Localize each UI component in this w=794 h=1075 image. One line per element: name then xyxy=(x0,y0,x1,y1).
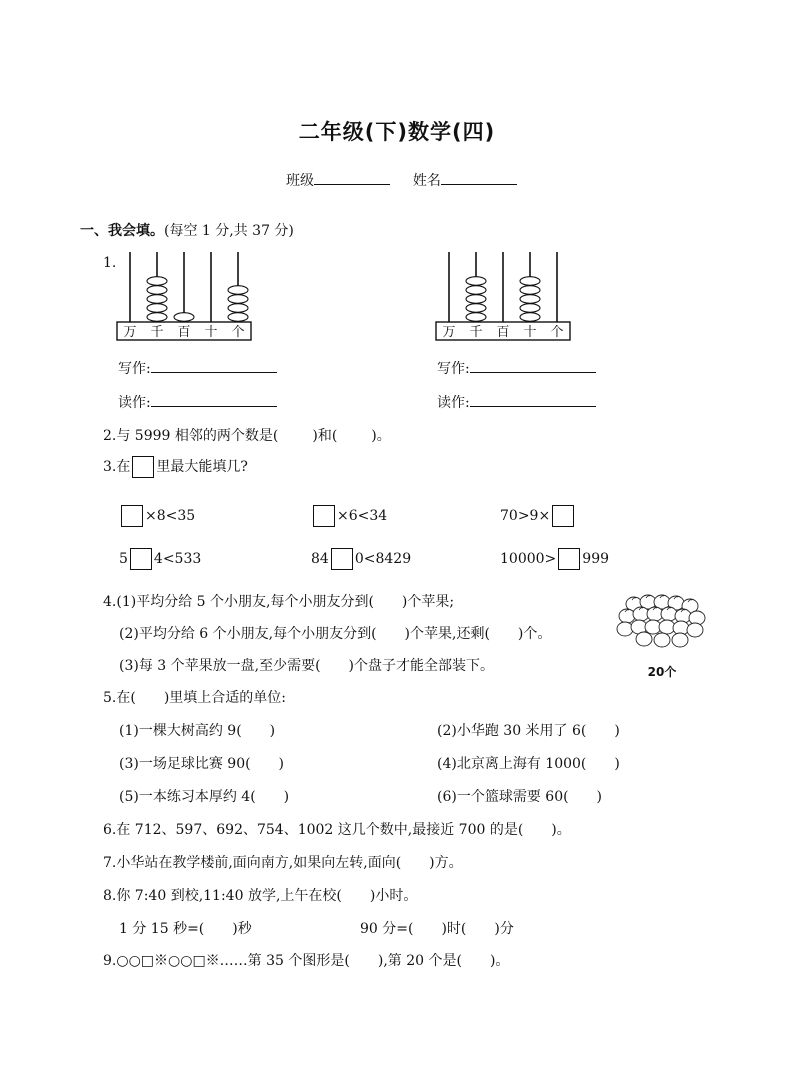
expr-after: ×8<35 xyxy=(145,508,196,524)
expr-after: 4<533 xyxy=(153,551,202,567)
expr-after: 999 xyxy=(582,551,610,567)
expr-before: 70>9× xyxy=(500,508,551,524)
q1-left-write xyxy=(118,358,277,378)
write-blank[interactable] xyxy=(151,358,277,373)
q1-number: 1. xyxy=(103,255,117,271)
abacus-place-label: 个 xyxy=(550,325,564,340)
abacus-bead xyxy=(520,313,540,322)
abacus-place-label: 万 xyxy=(442,325,456,340)
abacus-bead xyxy=(228,295,248,304)
q1-right-write xyxy=(437,358,596,378)
abacus-place-label: 百 xyxy=(496,325,510,340)
abacus-bead xyxy=(520,286,540,295)
abacus-bead xyxy=(520,277,540,286)
q4-line-3: (3)每 3 个苹果放一盘,至少需要( )个盘子才能全部装下。 xyxy=(119,658,495,674)
write-label: 写作: xyxy=(437,361,470,377)
abacus-bead xyxy=(520,295,540,304)
class-label: 班级 xyxy=(286,173,314,189)
abacus-bead xyxy=(147,313,167,322)
abacus-bead xyxy=(466,277,486,286)
q3-r1-item2 xyxy=(311,505,387,527)
q2-text-end: )。 xyxy=(371,428,391,444)
abacus-place-label: 十 xyxy=(523,325,537,340)
q3-r1-item3 xyxy=(500,505,576,527)
q2-text: 2.与 5999 相邻的两个数是( xyxy=(103,428,279,444)
abacus-bead xyxy=(147,304,167,313)
q1-left-read xyxy=(118,392,277,412)
q5-item-3: (3)一场足球比赛 90( ) xyxy=(119,756,285,772)
q4-line-1: 4.(1)平均分给 5 个小朋友,每个小朋友分到( )个苹果; xyxy=(103,594,455,610)
q5-item-6: (6)一个篮球需要 60( ) xyxy=(437,789,603,805)
apple-pile-image xyxy=(614,592,710,682)
class-blank[interactable] xyxy=(314,170,390,185)
name-blank[interactable] xyxy=(441,170,517,185)
abacus-place-label: 个 xyxy=(231,325,245,340)
q3-r1-item1 xyxy=(119,505,195,527)
abacus-bead xyxy=(147,295,167,304)
q2-text-mid: )和( xyxy=(312,428,338,444)
abacus-bead xyxy=(174,313,194,322)
expr-before: 5 xyxy=(119,551,128,567)
question-3-prompt xyxy=(103,456,248,478)
abacus-bead xyxy=(466,295,486,304)
q5-prompt: 5.在( )里填上合适的单位: xyxy=(103,690,286,706)
apple-caption: 20个 xyxy=(647,665,677,679)
name-label: 姓名 xyxy=(412,173,441,189)
abacus-place-label: 万 xyxy=(123,325,137,340)
abacus-place-label: 千 xyxy=(469,325,483,340)
expr-before: 84 xyxy=(311,551,329,567)
question-2 xyxy=(103,425,391,445)
expr-before: 10000> xyxy=(500,551,557,567)
expr-after: 0<8429 xyxy=(354,551,412,567)
section-score-note: (每空 1 分,共 37 分) xyxy=(164,223,294,239)
abacus-bead xyxy=(228,286,248,295)
abacus-left xyxy=(115,250,255,345)
q8-part-a: 1 分 15 秒=( )秒 xyxy=(119,921,252,937)
abacus-bead xyxy=(147,277,167,286)
expr-after: ×6<34 xyxy=(337,508,388,524)
question-8: 8.你 7:40 到校,11:40 放学,上午在校( )小时。 xyxy=(103,888,418,904)
abacus-place-label: 千 xyxy=(150,325,164,340)
answer-box[interactable] xyxy=(121,505,143,527)
read-blank[interactable] xyxy=(151,392,277,407)
sample-box xyxy=(132,456,154,478)
abacus-bead xyxy=(147,286,167,295)
q1-right-read xyxy=(437,392,596,412)
abacus-bead xyxy=(520,304,540,313)
write-blank[interactable] xyxy=(470,358,596,373)
q3-r2-item3 xyxy=(500,548,609,570)
q3-prompt-before: 3.在 xyxy=(103,459,131,475)
read-label: 读作: xyxy=(437,395,470,411)
q3-prompt-after: 里最大能填几? xyxy=(156,459,248,475)
q5-item-4: (4)北京离上海有 1000( ) xyxy=(437,756,620,772)
write-label: 写作: xyxy=(118,361,151,377)
abacus-bead xyxy=(228,313,248,322)
q4-line-2: (2)平均分给 6 个小朋友,每个小朋友分到( )个苹果,还剩( )个。 xyxy=(119,626,552,642)
abacus-place-label: 百 xyxy=(177,325,191,340)
question-6: 6.在 712、597、692、754、1002 这几个数中,最接近 700 的是( )。 xyxy=(103,822,571,838)
section-heading xyxy=(80,220,294,240)
question-9: 9.○○□※○○□※……第 35 个图形是( ),第 20 个是( )。 xyxy=(103,953,510,969)
q5-item-5: (5)一本练习本厚约 4( ) xyxy=(119,789,290,805)
q8-part-b: 90 分=( )时( )分 xyxy=(360,921,514,937)
abacus-bead xyxy=(228,304,248,313)
page-title: 二年级(下)数学(四) xyxy=(298,120,496,144)
answer-box[interactable] xyxy=(313,505,335,527)
answer-box[interactable] xyxy=(130,548,152,570)
question-7: 7.小华站在教学楼前,面向南方,如果向左转,面向( )方。 xyxy=(103,855,463,871)
q3-r2-item1 xyxy=(119,548,201,570)
abacus-bead xyxy=(466,304,486,313)
answer-box[interactable] xyxy=(552,505,574,527)
read-blank[interactable] xyxy=(470,392,596,407)
abacus-place-label: 十 xyxy=(204,325,218,340)
apple-pile-icon xyxy=(617,595,705,647)
abacus-right xyxy=(434,250,574,345)
section-title: 一、我会填。 xyxy=(80,223,164,239)
q5-item-1: (1)一棵大树高约 9( ) xyxy=(119,723,276,739)
q3-r2-item2 xyxy=(311,548,411,570)
student-info-line xyxy=(286,170,517,190)
abacus-bead xyxy=(466,286,486,295)
q5-item-2: (2)小华跑 30 米用了 6( ) xyxy=(437,723,620,739)
answer-box[interactable] xyxy=(558,548,580,570)
answer-box[interactable] xyxy=(331,548,353,570)
abacus-bead xyxy=(466,313,486,322)
read-label: 读作: xyxy=(118,395,151,411)
